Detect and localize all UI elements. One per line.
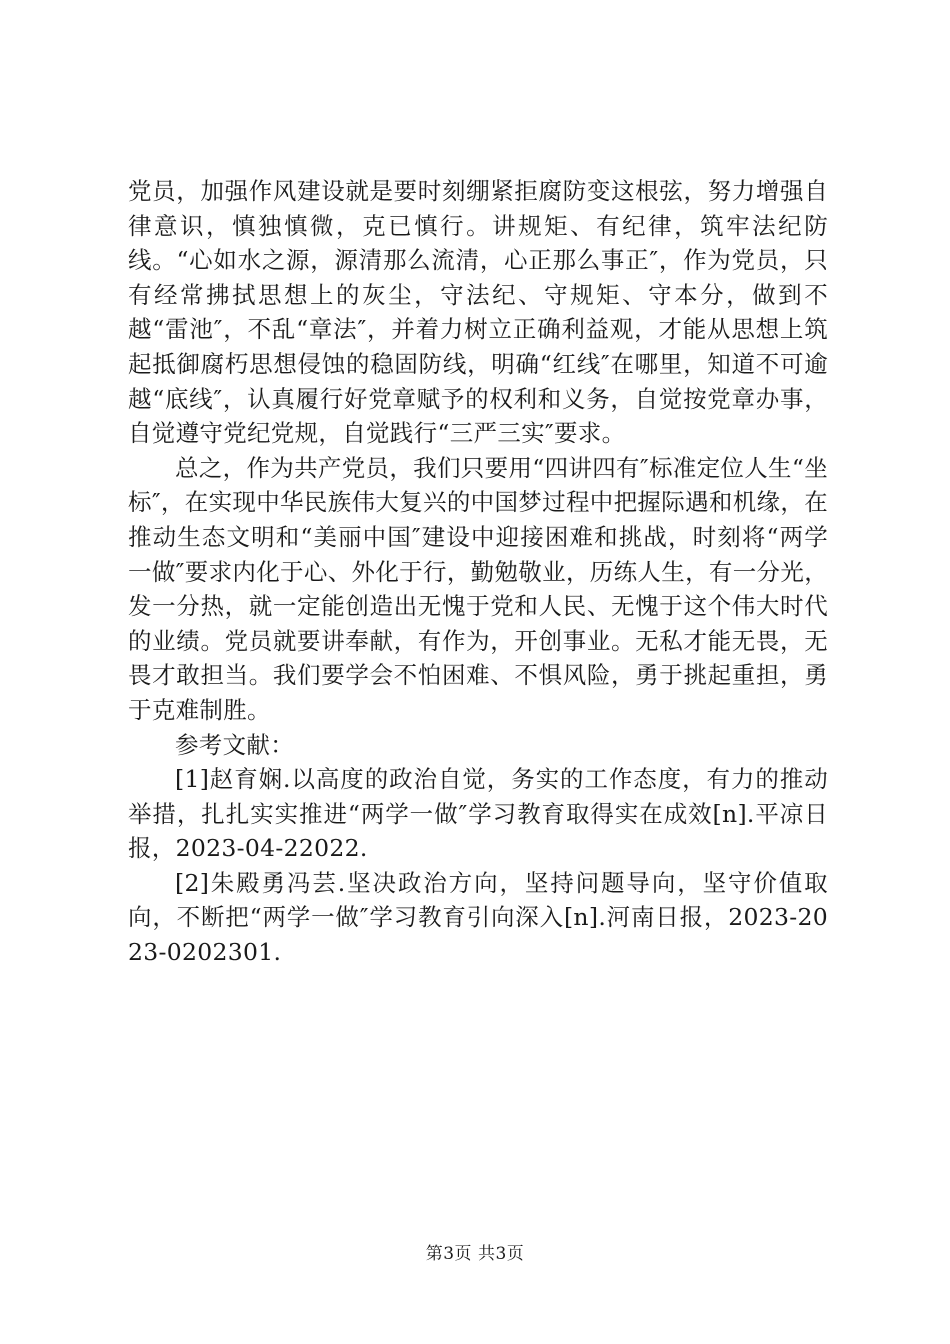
page-footer: 第3页 共3页 [425,1244,525,1264]
references-heading: 参考文献： [175,730,294,759]
paragraph-conclusion: 总之，作为共产党员，我们只要用“四讲四有″标准定位人生“坐标″，在实现中华民族伟大复兴的中国梦过程中把握际遇和机缘，在推动生态文明和“美丽中国″建设中迎接困难和挑战，时刻将“两学一做″要求内化于心、外化于行，勤勉敬业，历练人生，有一分光，发一分热，就一定能创造出无愧于党和人民、无愧于这个伟大时代的业绩。党员就要讲奉献，有作为，开创事业。无私才能无畏，无畏才敢担当。我们要学会不怕困难、不惧风险，勇于挑起重担，勇于克难制胜。 [128,453,828,724]
reference-item-1: [1]赵育娴.以高度的政治自觉，务实的工作态度，有力的推动举措，扎扎实实推进“两学一做″学习教育取得实在成效[n].平凉日报，2023-04-22022. [128,765,828,863]
reference-item-2: [2]朱殿勇冯芸.坚决政治方向，坚持问题导向，坚守价值取向，不断把“两学一做″学习教育引向深入[n].河南日报，2023-2023-0202301. [128,868,828,967]
paragraph-continuation: 党员，加强作风建设就是要时刻绷紧拒腐防变这根弦，努力增强自律意识，慎独慎微，克已慎行。讲规矩、有纪律，筑牢法纪防线。“心如水之源，源清那么流清，心正那么事正″，作为党员，只有经常拂拭思想上的灰尘，守法纪、守规矩、守本分，做到不越“雷池″，不乱“章法″，并着力树立正确利益观，才能从思想上筑起抵御腐朽思想侵蚀的稳固防线，明确“红线″在哪里，知道不可逾越“底线″，认真履行好党章赋予的权利和义务，自觉按党章办事，自觉遵守党纪党规，自觉践行“三严三实″要求。 [128,177,828,448]
document-body [128,174,828,970]
